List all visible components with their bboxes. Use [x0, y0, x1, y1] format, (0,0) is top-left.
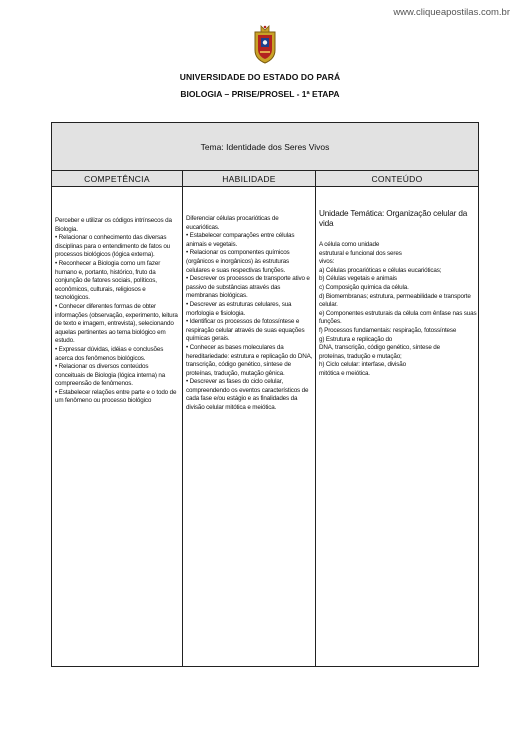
habilidade-item: • Descrever os processos de transporte ativo e passivo de substâncias através das membranas biológicas.	[186, 275, 310, 300]
column-header-competencia: COMPETÊNCIA	[52, 171, 182, 187]
conteudo-item: estrutural e funcional dos seres	[319, 249, 402, 257]
habilidade-item: • Conhecer as bases moleculares da hereditariedade: estrutura e replicação do DNA, transcrição, código genético, síntese de proteínas, tradução, mutação gênica.	[186, 343, 313, 377]
document-subtitle: BIOLOGIA – PRISE/PROSEL - 1ª ETAPA	[180, 89, 340, 99]
competencia-item: • Reconhecer a Biologia como um fazer humano e, portanto, histórico, fruto da conjunção de fatores sociais, políticos, econômicos, culturais, religiosos e tecnológicos.	[55, 259, 161, 302]
conteudo-item: d) Biomembranas; estrutura, permeabilidade e transporte celular.	[319, 292, 471, 309]
competencia-item: Perceber e utilizar os códigos intrínsecos da Biologia.	[55, 217, 172, 233]
habilidade-item: • Descrever as estruturas celulares, sua morfologia e fisiologia.	[186, 300, 292, 317]
conteudo-item: proteínas, tradução e mutação;	[319, 352, 402, 360]
competencia-item: • Expressar dúvidas, idéias e conclusões acerca dos fenômenos biológicos.	[55, 345, 164, 362]
conteudo-item: A célula como unidade	[319, 241, 380, 248]
habilidade-item: • Estabelecer comparações entre células animais e vegetais.	[186, 232, 295, 248]
habilidade-item: • Identificar os processos de fotossíntese e respiração celular através de suas equações químicas gerais.	[186, 318, 305, 343]
competencia-item: • Relacionar o conhecimento das diversas disciplinas para o entendimento de fatos ou processos biológicos (lógica externa).	[55, 234, 171, 259]
column-divider	[182, 171, 183, 666]
theme-header: Tema: Identidade dos Seres Vivos	[52, 123, 478, 171]
conteudo-item: c) Composição química da célula.	[319, 283, 409, 291]
conteudo-item: mitótica e meiótica.	[319, 369, 370, 377]
conteudo-title: Unidade Temática: Organização celular da vida	[319, 209, 468, 228]
conteudo-item: e) Componentes estruturais da célula com ênfase nas suas funções.	[319, 309, 477, 326]
conteudo-item: h) Ciclo celular: interfase, divisão	[319, 361, 406, 369]
conteudo-item: b) Células vegetais e animais	[319, 275, 397, 283]
conteudo-item: g) Estrutura e replicação do	[319, 335, 393, 343]
competencia-column	[55, 217, 179, 406]
column-header-conteudo: CONTEÚDO	[316, 171, 478, 187]
conteudo-item: a) Células procarióticas e células eucarióticas;	[319, 266, 442, 274]
conteudo-item: vivos:	[319, 258, 335, 266]
competencia-item: • Relacionar os diversos conteúdos conceituais de Biologia (lógica interna) na compreensão de fenômenos.	[55, 363, 166, 388]
university-crest-logo	[252, 24, 278, 64]
column-header-habilidade: HABILIDADE	[183, 171, 315, 187]
conteudo-item: f) Processos fundamentais: respiração, fotossíntese	[319, 326, 457, 334]
university-name: UNIVERSIDADE DO ESTADO DO PARÁ	[179, 72, 341, 82]
conteudo-column	[319, 209, 477, 379]
conteudo-item: DNA, transcrição, código genético, síntese de	[319, 344, 441, 352]
curriculum-table	[51, 122, 479, 667]
habilidade-item: • Descrever as fases do ciclo celular, compreendendo os eventos característicos de cada fase e/ou estágio e as finalidades da divisão celular mitótica e meiótica.	[186, 378, 309, 412]
watermark: www.cliqueapostilas.com.br	[393, 7, 510, 18]
column-divider	[315, 171, 316, 666]
competencia-item: • Estabelecer relações entre parte e o todo de um fenômeno ou processo biológico	[55, 388, 177, 405]
habilidade-column	[186, 215, 313, 413]
competencia-item: • Conhecer diferentes formas de obter informações (observação, experimento, leitura de texto e imagem, entrevista), selecionando aquelas pertinentes ao tema biológico em estudo.	[55, 302, 178, 345]
habilidade-item: Diferenciar células procarióticas de eucarióticas.	[186, 215, 279, 231]
habilidade-item: • Relacionar os componentes químicos (orgânicos e inorgânicos) às estruturas celulares e suas respectivas funções.	[186, 249, 290, 274]
